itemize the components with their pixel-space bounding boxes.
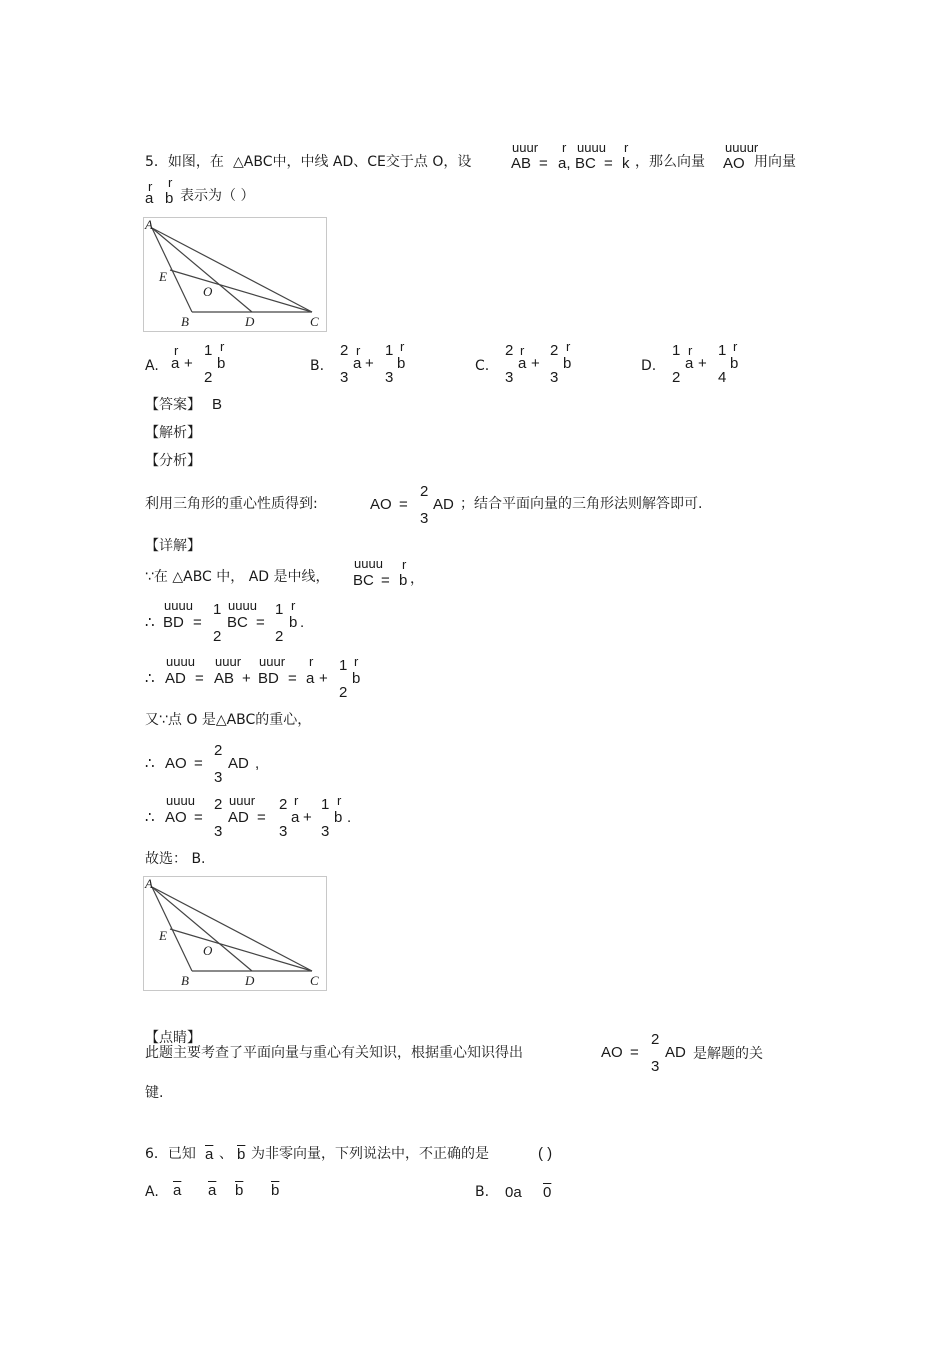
period: . (300, 614, 305, 631)
option-b-label: B. (310, 358, 325, 374)
vector-a: $\overline{a}$ (173, 1182, 182, 1199)
arrow-marker: r (356, 343, 361, 358)
arrow-marker: r (562, 140, 567, 155)
fraction-numerator: 2 (651, 1031, 660, 1048)
vector-ao: AO (165, 809, 187, 826)
arrow-marker: r (520, 343, 525, 358)
arrow-marker: r (291, 598, 296, 613)
fraction-numerator: 1 (718, 342, 727, 359)
therefore-symbol: ∴ (145, 755, 155, 772)
point-label-o: O (203, 284, 213, 299)
fraction-denominator: 3 (279, 823, 288, 840)
arrow-marker: uuuu (166, 793, 195, 808)
q5-stem-b: △ABC中，中线 AD、CE交于点 O，设 (233, 154, 472, 170)
q5-stem-c: ，那么向量 (635, 154, 705, 170)
fraction-numerator: 1 (339, 657, 348, 674)
comma: , (255, 755, 260, 772)
vector-b: b (730, 355, 739, 372)
vertex-label-d: D (245, 314, 255, 329)
arrow-marker: uuur (215, 654, 242, 669)
vector-ad: AD (433, 496, 454, 513)
answer-paren: ( ) (538, 1145, 553, 1162)
arrow-marker: r (168, 175, 173, 190)
arrow-marker: r (354, 654, 359, 669)
plus-sign: + (698, 355, 707, 372)
q6-stem-b: 为非零向量，下列说法中，不正确的是 (251, 1146, 489, 1162)
plus-sign: + (319, 670, 328, 687)
plus-sign: + (184, 355, 193, 372)
vector-a: a (685, 355, 694, 372)
vertex-label-c: C (310, 314, 319, 329)
fraction-numerator: 1 (213, 601, 222, 618)
vector-a: $\overline{a}$ (208, 1182, 217, 1199)
option-d-label: D. (641, 358, 657, 374)
vector-ao: AO (165, 755, 187, 772)
vector-ao: AO (601, 1044, 623, 1061)
equals-sign: = (630, 1044, 639, 1061)
fraction-denominator: 3 (651, 1058, 660, 1075)
vertex-label-a: A (145, 218, 153, 232)
vector-a: a (518, 355, 527, 372)
arrow-marker: uuuu (577, 140, 606, 155)
equals-sign: = (193, 614, 202, 631)
fenxi-text: 利用三角形的重心性质得到: (145, 496, 318, 512)
vertex-label-e: E (159, 928, 167, 943)
answer-label: 【答案】 (145, 397, 201, 413)
fraction-denominator: 3 (214, 769, 223, 786)
analysis-label: 【解析】 (145, 425, 201, 441)
fraction-denominator: 3 (420, 510, 429, 527)
choose-answer: 故选： B. (145, 851, 206, 867)
option-b-label: B. (475, 1184, 490, 1200)
fraction-numerator: 1 (672, 342, 681, 359)
plus-sign: + (365, 355, 374, 372)
dianjing-text: 此题主要考查了平面向量与重心有关知识，根据重心知识得出 (145, 1045, 523, 1061)
q5-stem-d: 用向量 (754, 154, 796, 170)
arrow-marker: r (309, 654, 314, 669)
option-a-label: A. (145, 1184, 159, 1200)
vector-b: b (217, 355, 226, 372)
arrow-marker: uuur (512, 140, 539, 155)
arrow-marker: r (337, 793, 342, 808)
fraction-denominator: 2 (275, 628, 284, 645)
arrow-marker: r (402, 557, 407, 572)
fraction-numerator: 1 (275, 601, 284, 618)
vertex-label-c: C (310, 973, 319, 988)
arrow-marker: r (174, 343, 179, 358)
vector-ab: AB (511, 155, 532, 172)
arrow-marker: r (733, 339, 738, 354)
equals-sign: = (257, 809, 266, 826)
period: . (347, 809, 352, 826)
fraction-denominator: 4 (718, 369, 727, 386)
fraction-numerator: 1 (321, 796, 330, 813)
plus-sign: + (303, 809, 312, 826)
fraction-denominator: 3 (214, 823, 223, 840)
equals-sign: = (604, 155, 613, 172)
vector-b: b (289, 614, 298, 631)
vector-ad: AD (228, 809, 249, 826)
arrow-marker: uuuur (725, 140, 759, 155)
dianjing-tail: 是解题的关 (693, 1046, 763, 1062)
equals-sign: = (194, 809, 203, 826)
fraction-denominator: 2 (672, 369, 681, 386)
fraction-numerator: 2 (505, 342, 514, 359)
separator: 、 (219, 1146, 233, 1162)
equals-sign: = (539, 155, 548, 172)
arrow-marker: uuur (259, 654, 286, 669)
vector-b: b (397, 355, 406, 372)
vertex-label-b: B (181, 314, 189, 329)
vertex-label-a: A (145, 877, 153, 891)
therefore-symbol: ∴ (145, 809, 155, 826)
fraction-denominator: 2 (204, 369, 213, 386)
vector-bd: BD (258, 670, 279, 687)
fraction-numerator: 1 (385, 342, 394, 359)
equals-sign: = (288, 670, 297, 687)
vector-b: b (165, 190, 174, 207)
q6-stem-a: 6．已知 (145, 1146, 196, 1162)
arrow-marker: uuuu (164, 598, 193, 613)
vertex-label-b: B (181, 973, 189, 988)
arrow-marker: r (566, 339, 571, 354)
vertex-label-e: E (159, 269, 167, 284)
vector-a: a (306, 670, 315, 687)
fraction-denominator: 3 (340, 369, 349, 386)
arrow-marker: uuuu (228, 598, 257, 613)
equals-sign: = (256, 614, 265, 631)
vector-ad: AD (228, 755, 249, 772)
equals-sign: = (399, 496, 408, 513)
arrow-marker: r (688, 343, 693, 358)
arrow-marker: r (400, 339, 405, 354)
arrow-marker: r (220, 339, 225, 354)
arrow-marker: uuuu (354, 556, 383, 571)
point-label-o: O (203, 943, 213, 958)
dianjing-tail-2: 键. (145, 1085, 164, 1101)
arrow-marker: uuuu (166, 654, 195, 669)
vector-bd: BD (163, 614, 184, 631)
vector-ao: AO (723, 155, 745, 172)
vector-ad: AD (165, 670, 186, 687)
vector-a: a (171, 355, 180, 372)
equals-sign: = (194, 755, 203, 772)
dianjing-label: 【点睛】 (145, 1030, 201, 1046)
answer-value: B (212, 396, 223, 413)
vector-a: a (145, 190, 154, 207)
vector-ao: AO (370, 496, 392, 513)
fraction-denominator: 3 (321, 823, 330, 840)
vector-bc: BC (353, 572, 374, 589)
equals-sign: = (195, 670, 204, 687)
vector-a: a, (558, 155, 571, 172)
detail-label: 【详解】 (145, 538, 201, 554)
vector-a: $\overline{a}$ (205, 1146, 214, 1163)
equals-sign: = (381, 572, 390, 589)
vector-bc: BC (575, 155, 596, 172)
vector-b: $\overline{b}$ (235, 1182, 244, 1199)
vector-b: b (352, 670, 361, 687)
vector-b: $\overline{b}$ (271, 1182, 280, 1199)
fraction-numerator: 2 (550, 342, 559, 359)
vector-a: a (353, 355, 362, 372)
vector-ad: AD (665, 1044, 686, 1061)
therefore-symbol: ∴ (145, 614, 155, 631)
fraction-denominator: 3 (550, 369, 559, 386)
vector-b: b (563, 355, 572, 372)
arrow-marker: r (294, 793, 299, 808)
plus-sign: + (531, 355, 540, 372)
zero-vector: 0 (543, 1184, 552, 1201)
arrow-marker: r (148, 179, 153, 194)
vector-b: b (399, 572, 408, 589)
detail-line-5: 又∵点 O 是△ABC的重心， (145, 712, 312, 728)
fraction-numerator: 2 (214, 796, 223, 813)
triangle-figure (143, 217, 327, 332)
fraction-numerator: 2 (214, 742, 223, 759)
option-a-label: A. (145, 358, 159, 374)
fraction-numerator: 2 (340, 342, 349, 359)
q5-line2-text: 表示为（ ） (180, 188, 255, 204)
vertex-label-d: D (245, 973, 255, 988)
vector-k: k (622, 155, 630, 172)
vector-a: a (291, 809, 300, 826)
fraction-denominator: 3 (505, 369, 514, 386)
detail-line-1: ∵在 △ABC 中， AD 是中线， (145, 569, 330, 585)
fraction-numerator: 2 (279, 796, 288, 813)
zero-times-a: 0a (505, 1184, 522, 1201)
fenxi-tail: ；结合平面向量的三角形法则解答即可. (460, 496, 703, 512)
vector-bc: BC (227, 614, 248, 631)
fraction-numerator: 2 (420, 483, 429, 500)
option-c-label: C. (475, 358, 490, 374)
fraction-denominator: 3 (385, 369, 394, 386)
arrow-marker: uuur (229, 793, 256, 808)
plus-sign: + (242, 670, 251, 687)
arrow-marker: r (624, 140, 629, 155)
fenxi-label: 【分析】 (145, 453, 201, 469)
therefore-symbol: ∴ (145, 670, 155, 687)
vector-ab: AB (214, 670, 235, 687)
fraction-denominator: 2 (339, 684, 348, 701)
triangle-figure (143, 876, 327, 991)
q5-stem-a: 5．如图，在 (145, 154, 224, 170)
fraction-numerator: 1 (204, 342, 213, 359)
fraction-denominator: 2 (213, 628, 222, 645)
comma: ， (410, 571, 424, 587)
vector-b: $\overline{b}$ (237, 1146, 246, 1163)
vector-b: b (334, 809, 343, 826)
